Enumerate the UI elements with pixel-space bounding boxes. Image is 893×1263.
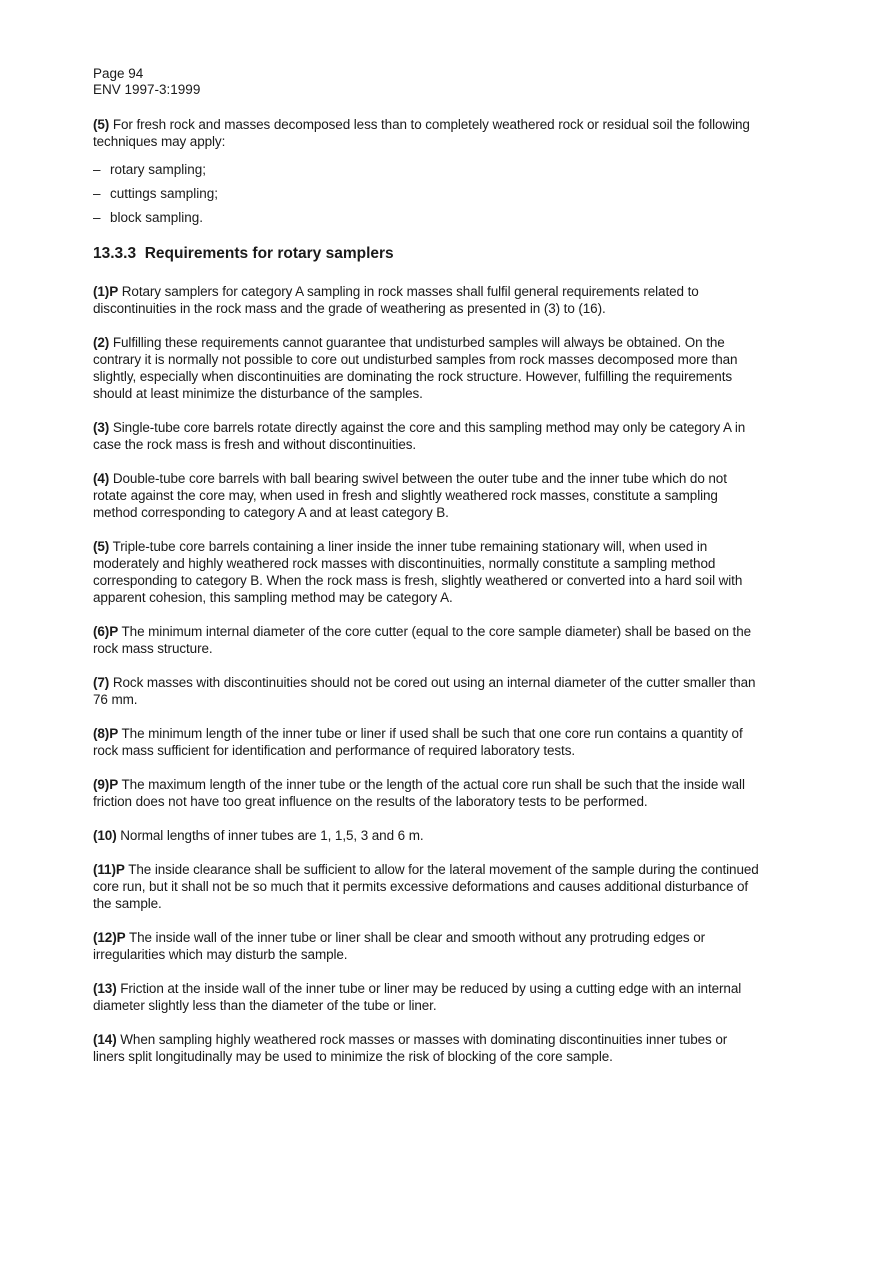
paragraph-text: Single-tube core barrels rotate directly against the core and this sampling method may only be category A in case the rock mass is fresh and without discontinuities.: [93, 420, 746, 452]
list-item: – rotary sampling;: [93, 161, 761, 178]
clause-paragraph: [93, 776, 761, 810]
section-title: Requirements for rotary samplers: [144, 245, 394, 262]
paragraph-number: (5): [93, 117, 110, 132]
paragraph-text: The inside clearance shall be sufficient to allow for the lateral movement of the sample during the continued core run, but it shall not be so much that it permits excessive deformations and causes additional disturbance of the sample.: [93, 862, 759, 911]
section-number: 13.3.3: [93, 245, 137, 262]
paragraph-text: The minimum internal diameter of the core cutter (equal to the core sample diameter) shall be based on the rock mass structure.: [93, 624, 752, 656]
paragraph-number: (10): [93, 828, 117, 843]
paragraph-text: Friction at the inside wall of the inner tube or liner may be reduced by using a cutting edge with an internal diameter slightly less than the diameter of the tube or liner.: [93, 981, 742, 1013]
paragraph-text: Normal lengths of inner tubes are 1, 1,5, 3 and 6 m.: [120, 828, 424, 843]
paragraph-number: (6)P: [93, 624, 119, 639]
paragraph-text: Fulfilling these requirements cannot guarantee that undisturbed samples will always be obtained. On the contrary it is normally not possible to core out undisturbed samples from rock masses decomposed more than slightly, especially when discontinuities are dominating the rock structure. However, fulfilling the requirements should at least minimize the disturbance of the samples.: [93, 335, 738, 401]
paragraph-number: (9)P: [93, 777, 119, 792]
paragraph-text: The inside wall of the inner tube or liner shall be clear and smooth without any protruding edges or irregularities which may disturb the sample.: [93, 930, 706, 962]
clause-paragraph: [93, 827, 761, 844]
paragraph-number: (11)P: [93, 862, 125, 877]
paragraph-number: (8)P: [93, 726, 119, 741]
standard-reference: ENV 1997-3:1999: [93, 82, 201, 97]
clause-paragraph: [93, 538, 761, 606]
paragraph-text: The minimum length of the inner tube or liner if used shall be such that one core run contains a quantity of rock mass sufficient for identification and performance of required laboratory tests.: [93, 726, 743, 758]
clause-paragraph: [93, 725, 761, 759]
paragraph-text: For fresh rock and masses decomposed less than to completely weathered rock or residual soil the following techniques may apply:: [93, 117, 750, 149]
clause-paragraph: [93, 283, 761, 317]
intro-paragraph: [93, 116, 761, 150]
paragraph-text: Rotary samplers for category A sampling in rock masses shall fulfil general requirements related to discontinuities in the rock mass and the grade of weathering as presented in (3) to (16).: [93, 284, 699, 316]
paragraph-number: (2): [93, 335, 110, 350]
clause-paragraph: [93, 419, 761, 453]
clause-paragraph: [93, 334, 761, 402]
paragraph-text: Rock masses with discontinuities should not be cored out using an internal diameter of the cutter smaller than 76 mm.: [93, 675, 756, 707]
paragraph-number: (4): [93, 471, 110, 486]
technique-list: [93, 161, 761, 226]
paragraph-number: (5): [93, 539, 110, 554]
clause-paragraph: [93, 623, 761, 657]
clause-paragraph: [93, 980, 761, 1014]
paragraph-text: When sampling highly weathered rock masses or masses with dominating discontinuities inner tubes or liners split longitudinally may be used to minimize the risk of blocking of the core sample.: [93, 1032, 728, 1064]
clause-paragraph: [93, 470, 761, 521]
paragraph-text: Double-tube core barrels with ball bearing swivel between the outer tube and the inner tube which do not rotate against the core may, when used in fresh and slightly weathered rock masses, constitute a sampling method corresponding to category A and at least category B.: [93, 471, 727, 520]
page-number: Page 94: [93, 66, 144, 81]
paragraph-number: (13): [93, 981, 117, 996]
clause-paragraph: [93, 1031, 761, 1065]
document-page: [93, 66, 761, 1082]
paragraph-number: (14): [93, 1032, 117, 1047]
paragraph-number: (7): [93, 675, 110, 690]
clause-paragraph: [93, 929, 761, 963]
list-item: – cuttings sampling;: [93, 185, 761, 202]
page-header: [93, 66, 761, 98]
clause-paragraph: [93, 674, 761, 708]
paragraph-text: The maximum length of the inner tube or the length of the actual core run shall be such that the inside wall friction does not have too great influence on the results of the laboratory tests to be performed.: [93, 777, 745, 809]
list-item: – block sampling.: [93, 209, 761, 226]
paragraph-number: (12)P: [93, 930, 126, 945]
section-heading: [93, 245, 761, 263]
clause-paragraph: [93, 861, 761, 912]
paragraph-text: Triple-tube core barrels containing a liner inside the inner tube remaining stationary will, when used in moderately and highly weathered rock masses with discontinuities, normally constitute a sampling method corresponding to category B. When the rock mass is fresh, slightly weathered or converted into a hard soil with apparent cohesion, this sampling method may be category A.: [93, 539, 743, 605]
paragraph-number: (1)P: [93, 284, 119, 299]
paragraph-number: (3): [93, 420, 110, 435]
